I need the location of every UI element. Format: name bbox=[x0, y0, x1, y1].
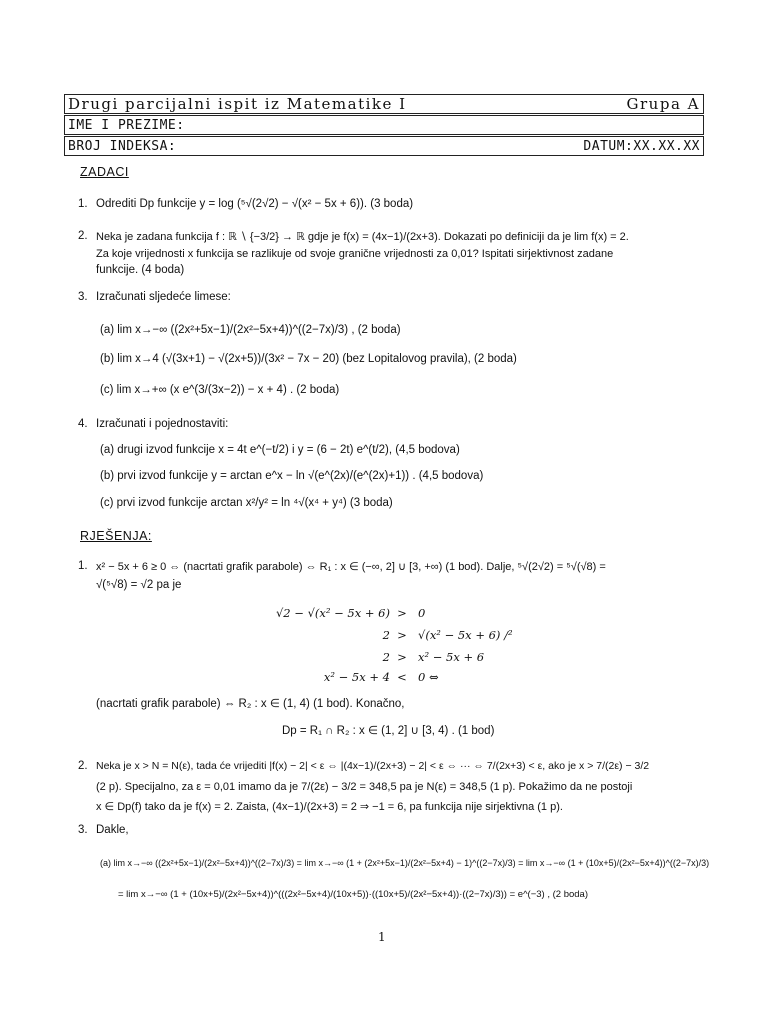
solutions-heading: RJEŠENJA: bbox=[80, 529, 152, 543]
task-4-intro: Izračunati i pojednostaviti: bbox=[96, 418, 229, 430]
ineq-2-lhs: 2 bbox=[382, 628, 390, 642]
task-3-intro: Izračunati sljedeće limese: bbox=[96, 291, 231, 303]
solution-3-number: 3. bbox=[78, 824, 88, 836]
task-3b: (b) lim x→4 (√(3x+1) − √(2x+5))/(3x² − 7x − 20) (bez Lopitalovog pravila), (2 boda) bbox=[100, 353, 517, 365]
exam-group: Grupa A bbox=[626, 95, 700, 113]
solution-3a-line-2: = lim x→−∞ (1 + (10x+5)/(2x²−5x+4))^(((2x²−5x+4)/(10x+5))·((10x+5)/(2x²−5x+4))·((2−7x)/3)) = e^(−3) , (2 boda) bbox=[118, 889, 588, 900]
solution-1-line-1: x² − 5x + 6 ≥ 0 ⇔ (nacrtati grafik parabole) ⇔ R₁ : x ∈ (−∞, 2] ∪ [3, +∞) (1 bod). Dalje, ⁵√(2√2) = ⁵√(√8) = bbox=[96, 561, 606, 573]
solution-3-intro: Dakle, bbox=[96, 824, 129, 836]
ineq-1-rhs: 0 bbox=[418, 606, 426, 620]
solution-2-number: 2. bbox=[78, 760, 88, 772]
task-2-line-2: Za koje vrijednosti x funkcija se razlikuje od svoje granične vrijednosti za 0,01? Ispitati sirjektivnost zadane bbox=[96, 248, 614, 260]
solution-1-final: Dp = R₁ ∩ R₂ : x ∈ (1, 2] ∪ [3, 4) . (1 bod) bbox=[282, 725, 495, 737]
solution-2-line-1: Neka je x > N = N(ε), tada će vrijediti |f(x) − 2| < ε ⇔ |(4x−1)/(2x+3) − 2| < ε ⇔ ··· ⇔ 7/(2x+3) < ε, ako je x > 7/(2ε) − 3/2 bbox=[96, 760, 650, 772]
ineq-1-op: > bbox=[397, 606, 407, 620]
solution-2-line-3: x ∈ Dp(f) tako da je f(x) = 2. Zaista, (4x−1)/(2x+3) = 2 ⇒ −1 = 6, pa funkcija nije sirjektivna (1 p). bbox=[96, 801, 563, 813]
task-2-line-3: funkcije. (4 boda) bbox=[96, 264, 185, 276]
header-index-row bbox=[64, 136, 704, 156]
solution-1-line-3: (nacrtati grafik parabole) ⇔ R₂ : x ∈ (1, 4) (1 bod). Konačno, bbox=[96, 698, 405, 710]
task-3c: (c) lim x→+∞ (x e^(3/(3x−2)) − x + 4) . (2 boda) bbox=[100, 384, 340, 396]
task-3-number: 3. bbox=[78, 291, 88, 303]
task-4a: (a) drugi izvod funkcije x = 4t e^(−t/2) i y = (6 − 2t) e^(t/2), (4,5 bodova) bbox=[100, 444, 460, 456]
tasks-heading: ZADACI bbox=[80, 165, 129, 179]
ineq-3-lhs: 2 bbox=[382, 650, 390, 664]
page-number: 1 bbox=[378, 930, 386, 944]
task-2-line-1: Neka je zadana funkcija f : ℝ ∖ {−3/2} → ℝ gdje je f(x) = (4x−1)/(2x+3). Dokazati po definiciji da je lim f(x) = 2. bbox=[96, 231, 629, 243]
index-label: BROJ INDEKSA: bbox=[68, 138, 177, 154]
ineq-4-lhs: x² − 5x + 4 bbox=[323, 670, 390, 684]
header-title-row bbox=[64, 94, 704, 114]
task-4c: (c) prvi izvod funkcije arctan x²/y² = ln ⁴√(x⁴ + y⁴) (3 boda) bbox=[100, 497, 393, 509]
task-4-number: 4. bbox=[78, 418, 88, 430]
task-2-number: 2. bbox=[78, 230, 88, 242]
ineq-4-op: < bbox=[397, 670, 407, 684]
ineq-1-lhs: √2 − √(x² − 5x + 6) bbox=[275, 606, 390, 620]
header-name-row bbox=[64, 115, 704, 135]
solution-1-number: 1. bbox=[78, 560, 88, 572]
ineq-4-rhs: 0 ⇔ bbox=[418, 670, 439, 684]
date-label: DATUM:XX.XX.XX bbox=[583, 138, 700, 154]
exam-title: Drugi parcijalni ispit iz Matematike I bbox=[68, 95, 407, 113]
ineq-2-op: > bbox=[397, 628, 407, 642]
task-1-text: Odrediti Dp funkcije y = log (⁵√(2√2) − √(x² − 5x + 6)). (3 boda) bbox=[96, 198, 414, 210]
ineq-2-rhs: √(x² − 5x + 6) /² bbox=[418, 628, 513, 642]
ineq-3-rhs: x² − 5x + 6 bbox=[418, 650, 485, 664]
solution-1-line-2: √(⁵√8) = √2 pa je bbox=[96, 579, 182, 591]
task-1-number: 1. bbox=[78, 198, 88, 210]
solution-2-line-2: (2 p). Specijalno, za ε = 0,01 imamo da je 7/(2ε) − 3/2 = 348,5 pa je N(ε) = 348,5 (1 p). Pokažimo da ne postoji bbox=[96, 781, 633, 793]
solution-3a-line-1: (a) lim x→−∞ ((2x²+5x−1)/(2x²−5x+4))^((2−7x)/3) = lim x→−∞ (1 + (2x²+5x−1)/(2x²−5x+4) − 1)^((2−7x)/3) = lim x→−∞ (1 + (10x+5)/(2x²−5x+4))^((2−7x)/3) bbox=[100, 858, 710, 868]
task-3a: (a) lim x→−∞ ((2x²+5x−1)/(2x²−5x+4))^((2−7x)/3) , (2 boda) bbox=[100, 324, 401, 336]
ineq-3-op: > bbox=[397, 650, 407, 664]
task-4b: (b) prvi izvod funkcije y = arctan e^x − ln √(e^(2x)/(e^(2x)+1)) . (4,5 bodova) bbox=[100, 470, 484, 482]
name-label: IME I PREZIME: bbox=[68, 117, 185, 133]
